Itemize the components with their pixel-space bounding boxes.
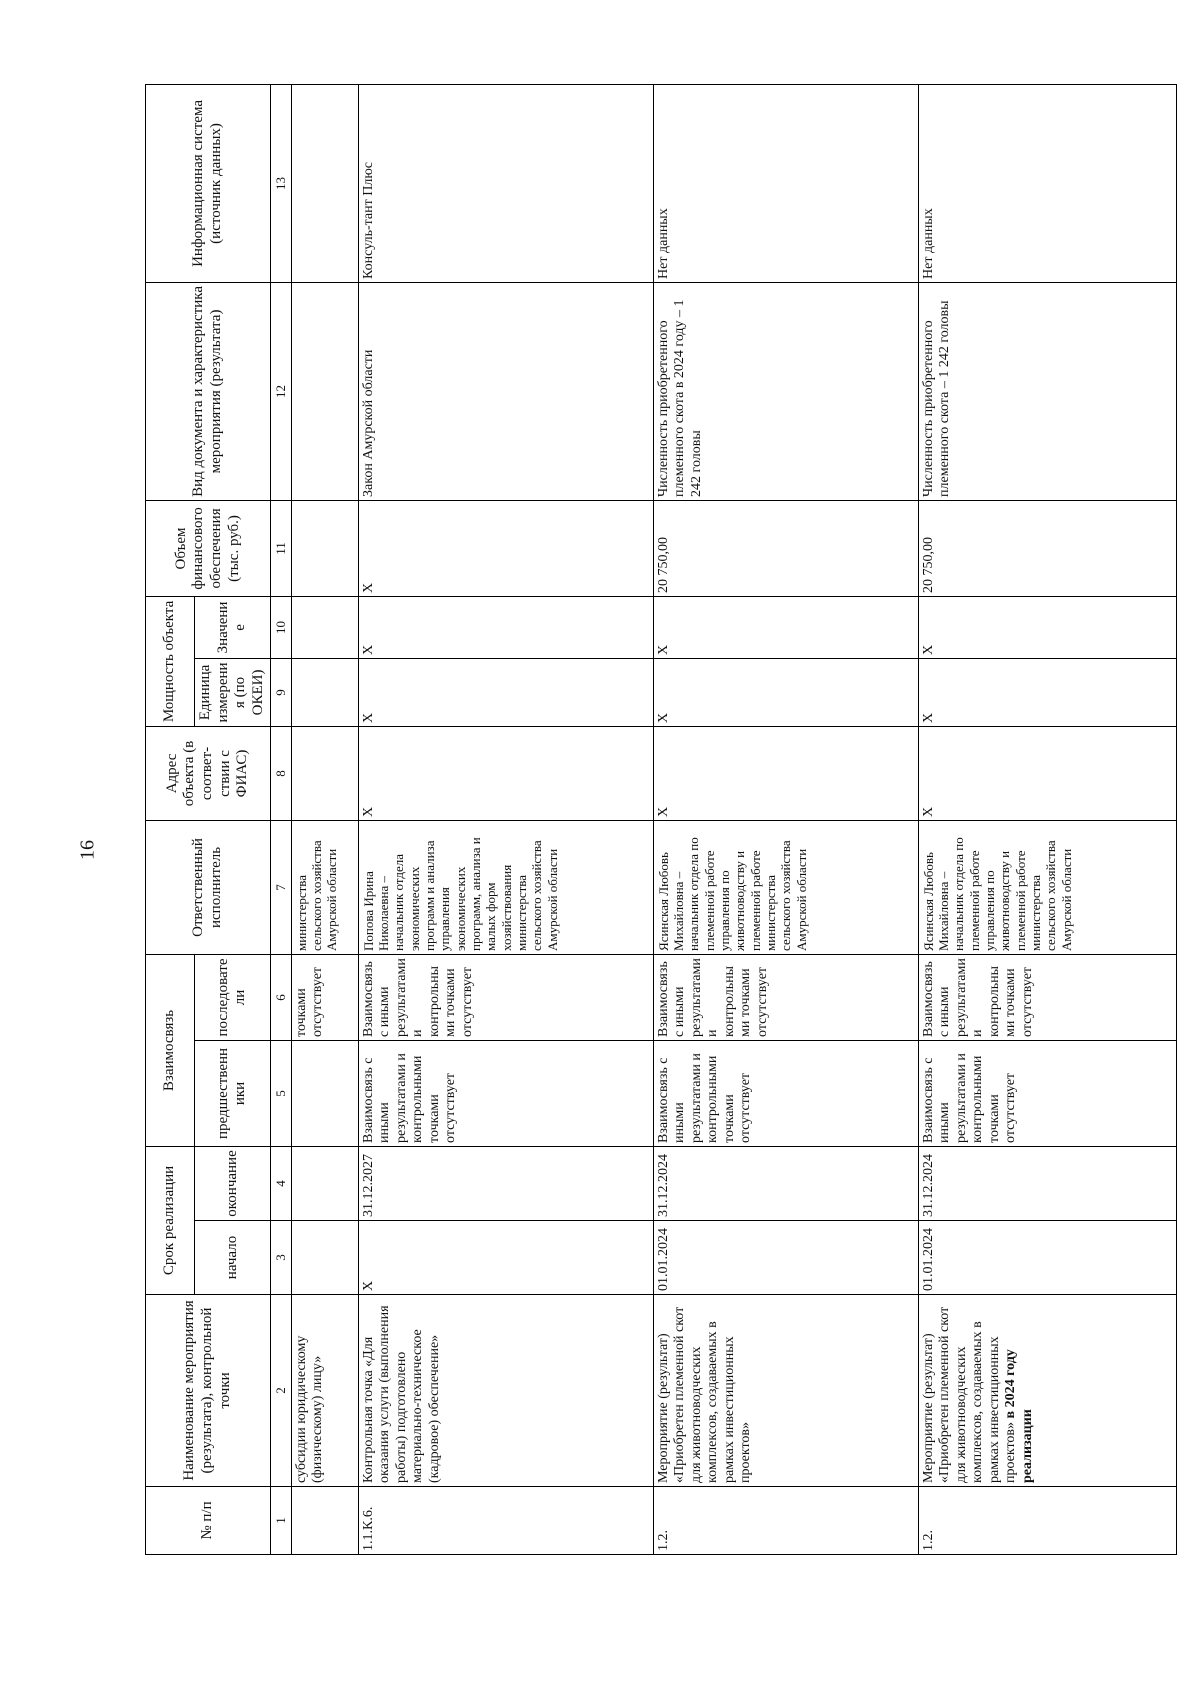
- column-number-row: [270, 84, 291, 1554]
- header-capacity: Мощность объекта: [146, 596, 195, 726]
- header-link-next: последователи: [195, 954, 271, 1040]
- cell-executor: Ясинская Любовь Михайловна – начальник отдела по племенной работе управления по животноводству и племенной работе министерства сельского хозяйства Амурской области: [918, 820, 1176, 954]
- cell-start: X: [358, 1221, 653, 1295]
- header-row-1: [146, 84, 195, 1554]
- cell-system: [291, 84, 358, 282]
- cell-unit: X: [358, 658, 653, 726]
- table-row: [358, 84, 653, 1554]
- column-number: 9: [270, 658, 291, 726]
- cell-finance: X: [358, 500, 653, 596]
- cell-doc: Численность приобретенного племенного скота в 2024 году – 1 242 головы: [653, 282, 918, 500]
- cell-doc: Численность приобретенного племенного скота – 1 242 головы: [918, 282, 1176, 500]
- cell-finance: 20 750,00: [653, 500, 918, 596]
- header-term-start: начало: [195, 1221, 271, 1295]
- cell-prev: Взаимосвязь с иными результатами и контрольными точками отсутствует: [358, 1040, 653, 1146]
- cell-unit: X: [653, 658, 918, 726]
- cell-address: X: [918, 726, 1176, 820]
- column-number: 1: [270, 1487, 291, 1555]
- header-link: Взаимосвязь: [146, 954, 195, 1146]
- column-number: 10: [270, 596, 291, 658]
- cell-value: [291, 596, 358, 658]
- cell-prev: [291, 1040, 358, 1146]
- cell-name: [291, 1295, 358, 1487]
- header-address: Адрес объекта (в соответ-ствии с ФИАС): [146, 726, 271, 820]
- column-number: 7: [270, 820, 291, 954]
- column-number: 13: [270, 84, 291, 282]
- cell-value: X: [918, 596, 1176, 658]
- cell-end: 31.12.2024: [918, 1146, 1176, 1220]
- header-no: № п/п: [146, 1487, 271, 1555]
- cell-name: [918, 1295, 1176, 1487]
- column-number: 3: [270, 1221, 291, 1295]
- cell-prev: Взаимосвязь с иными результатами и контрольными точками отсутствует: [653, 1040, 918, 1146]
- cell-executor: Ясинская Любовь Михайловна – начальник отдела по племенной работе управления по животноводству и племенной работе министерства сельского хозяйства Амурской области: [653, 820, 918, 954]
- cell-next: Взаимосвязь с иными результатами и контрольными точками отсутствует: [358, 954, 653, 1040]
- column-number: 11: [270, 500, 291, 596]
- cell-start: [291, 1221, 358, 1295]
- cell-no: [291, 1487, 358, 1555]
- header-value: Значение: [195, 596, 271, 658]
- column-number: 4: [270, 1146, 291, 1220]
- cell-finance: 20 750,00: [918, 500, 1176, 596]
- cell-prev: Взаимосвязь с иными результатами и контрольными точками отсутствует: [918, 1040, 1176, 1146]
- table-row: [918, 84, 1176, 1554]
- cell-value: X: [653, 596, 918, 658]
- cell-name: [358, 1295, 653, 1487]
- rotated-table-container: [145, 85, 1200, 1555]
- cell-value: X: [358, 596, 653, 658]
- header-finance: Объем финансового обеспечения (тыс. руб.): [146, 500, 271, 596]
- header-name: Наименование мероприятия (результата), контрольной точки: [146, 1295, 271, 1487]
- cell-no: 1.1.К.6.: [358, 1487, 653, 1555]
- cell-finance: [291, 500, 358, 596]
- header-term-end: окончание: [195, 1146, 271, 1220]
- column-number: 12: [270, 282, 291, 500]
- column-number: 8: [270, 726, 291, 820]
- cell-name: [653, 1295, 918, 1487]
- cell-start: 01.01.2024: [918, 1221, 1176, 1295]
- cell-name-text: субсидии юридическому (физическому) лицу»: [293, 1335, 326, 1483]
- activities-table: [145, 84, 1177, 1555]
- cell-system: Нет данных: [653, 84, 918, 282]
- cell-end: 31.12.2024: [653, 1146, 918, 1220]
- column-number: 2: [270, 1295, 291, 1487]
- page-number: 16: [76, 840, 99, 860]
- cell-system: Консуль-тант Плюс: [358, 84, 653, 282]
- header-executor: Ответственный исполнитель: [146, 820, 271, 954]
- cell-address: [291, 726, 358, 820]
- cell-end: 31.12.2027: [358, 1146, 653, 1220]
- table-row: [653, 84, 918, 1554]
- cell-name-text: Мероприятие (результат) «Приобретен племенной скот для животноводческих комплексов, создаваемых в рамках инвестиционных проектов»: [920, 1306, 1019, 1483]
- header-term: Срок реализации: [146, 1146, 195, 1294]
- column-number: 6: [270, 954, 291, 1040]
- header-link-prev: предшественники: [195, 1040, 271, 1146]
- cell-unit: [291, 658, 358, 726]
- table-row: [291, 84, 358, 1554]
- cell-executor: министерства сельского хозяйства Амурской области: [291, 820, 358, 954]
- cell-name-text: Мероприятие (результат) «Приобретен племенной скот для животноводческих комплексов, создаваемых в рамках инвестиционных проектов»: [655, 1306, 754, 1483]
- cell-doc: [291, 282, 358, 500]
- header-system: Информационная система (источник данных): [146, 84, 271, 282]
- cell-start: 01.01.2024: [653, 1221, 918, 1295]
- column-number: 5: [270, 1040, 291, 1146]
- cell-address: X: [358, 726, 653, 820]
- cell-no: 1.2.: [653, 1487, 918, 1555]
- header-doc: Вид документа и характеристика мероприятия (результата): [146, 282, 271, 500]
- header-unit: Единица измерения (по ОКЕИ): [195, 658, 271, 726]
- cell-name-bold: в 2024 году реализации: [1003, 1349, 1035, 1483]
- cell-next: Взаимосвязь с иными результатами и контрольными точками отсутствует: [918, 954, 1176, 1040]
- cell-end: [291, 1146, 358, 1220]
- cell-no: 1.2.: [918, 1487, 1176, 1555]
- cell-name-text: Контрольная точка «Для оказания услуги (выполнения работы) подготовлено материально-техническое (кадровое) обеспечение»: [360, 1305, 442, 1483]
- cell-next: Взаимосвязь с иными результатами и контрольными точками отсутствует: [653, 954, 918, 1040]
- cell-unit: X: [918, 658, 1176, 726]
- cell-address: X: [653, 726, 918, 820]
- cell-system: Нет данных: [918, 84, 1176, 282]
- cell-executor: Попова Ирина Николаевна – начальник отдела экономических программ и анализа управления экономических программ, анализа и малых форм хозяйствования министерства сельского хозяйства Амурской области: [358, 820, 653, 954]
- cell-next: точками отсутствует: [291, 954, 358, 1040]
- cell-doc: Закон Амурской области: [358, 282, 653, 500]
